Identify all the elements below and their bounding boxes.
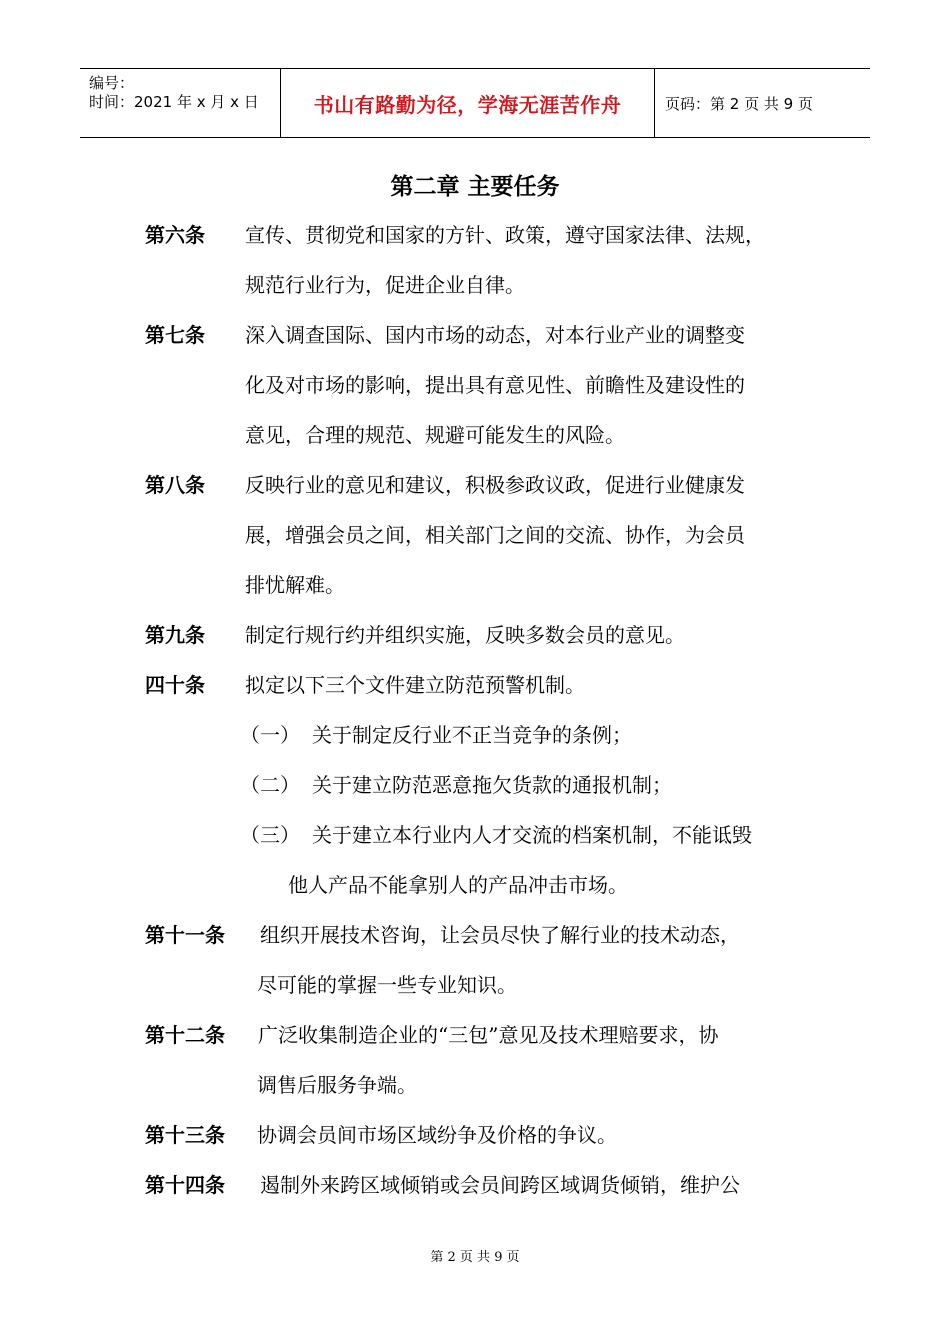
article-7-label: 第七条: [145, 323, 205, 347]
article-8-line-3: 排忧解难。: [245, 573, 345, 597]
article-7-line-2: 化及对市场的影响，提出具有意见性、前瞻性及建设性的: [245, 373, 745, 397]
article-12-line-1: 广泛收集制造企业的“三包”意见及技术理赔要求，协: [258, 1023, 719, 1047]
header-motto-cell: [281, 69, 655, 137]
article-11-line-1: 组织开展技术咨询，让会员尽快了解行业的技术动态，: [260, 923, 740, 947]
header-meta-cell: [80, 69, 281, 137]
article-12-line-2: 调售后服务争端。: [257, 1073, 417, 1097]
sub-item-3-number: （三）: [240, 823, 300, 847]
article-14-label: 第十四条: [145, 1173, 225, 1197]
page-info-cell: 页码：第 2 页 共 9 页: [665, 94, 813, 113]
sub-item-3-text: 关于建立本行业内人才交流的档案机制，不能诋毁: [312, 823, 752, 847]
article-7-line-1: 深入调查国际、国内市场的动态，对本行业产业的调整变: [245, 323, 745, 347]
sub-item-3-continuation: 他人产品不能拿别人的产品冲击市场。: [288, 873, 628, 897]
article-9-line-1: 制定行规行约并组织实施，反映多数会员的意见。: [245, 623, 685, 647]
number-label: 编号：: [89, 74, 135, 92]
article-13-line-1: 协调会员间市场区域纷争及价格的争议。: [257, 1123, 617, 1147]
sub-item-2-number: （二）: [240, 773, 300, 797]
article-14-line-1: 遏制外来跨区域倾销或会员间跨区域调货倾销，维护公: [260, 1173, 740, 1197]
motto-text: 书山有路勤为径，学海无涯苦作舟: [313, 92, 622, 117]
article-40-line-1: 拟定以下三个文件建立防范预警机制。: [245, 673, 585, 697]
article-11-label: 第十一条: [145, 923, 225, 947]
page-footer: 第 2 页 共 9 页: [430, 1250, 520, 1265]
article-40-label: 四十条: [145, 673, 205, 697]
article-6-line-2: 规范行业行为，促进企业自律。: [245, 273, 525, 297]
article-8-label: 第八条: [145, 473, 205, 497]
sub-item-1-text: 关于制定反行业不正当竞争的条例；: [312, 723, 632, 747]
date-label: 时间：2021 年 x 月 x 日: [89, 93, 259, 111]
sub-item-2-text: 关于建立防范恶意拖欠货款的通报机制；: [312, 773, 672, 797]
sub-item-1-number: （一）: [240, 723, 300, 747]
article-11-line-2: 尽可能的掌握一些专业知识。: [257, 973, 517, 997]
article-12-label: 第十二条: [145, 1023, 225, 1047]
article-8-line-1: 反映行业的意见和建议，积极参政议政，促进行业健康发: [245, 473, 745, 497]
article-6-label: 第六条: [145, 223, 205, 247]
document-header: [80, 68, 870, 138]
article-9-label: 第九条: [145, 623, 205, 647]
article-8-line-2: 展，增强会员之间，相关部门之间的交流、协作，为会员: [245, 523, 745, 547]
article-7-line-3: 意见，合理的规范、规避可能发生的风险。: [245, 423, 625, 447]
chapter-title: 第二章 主要任务: [390, 174, 560, 200]
article-6-line-1: 宣传、贯彻党和国家的方针、政策，遵守国家法律、法规，: [245, 223, 765, 247]
article-13-label: 第十三条: [145, 1123, 225, 1147]
